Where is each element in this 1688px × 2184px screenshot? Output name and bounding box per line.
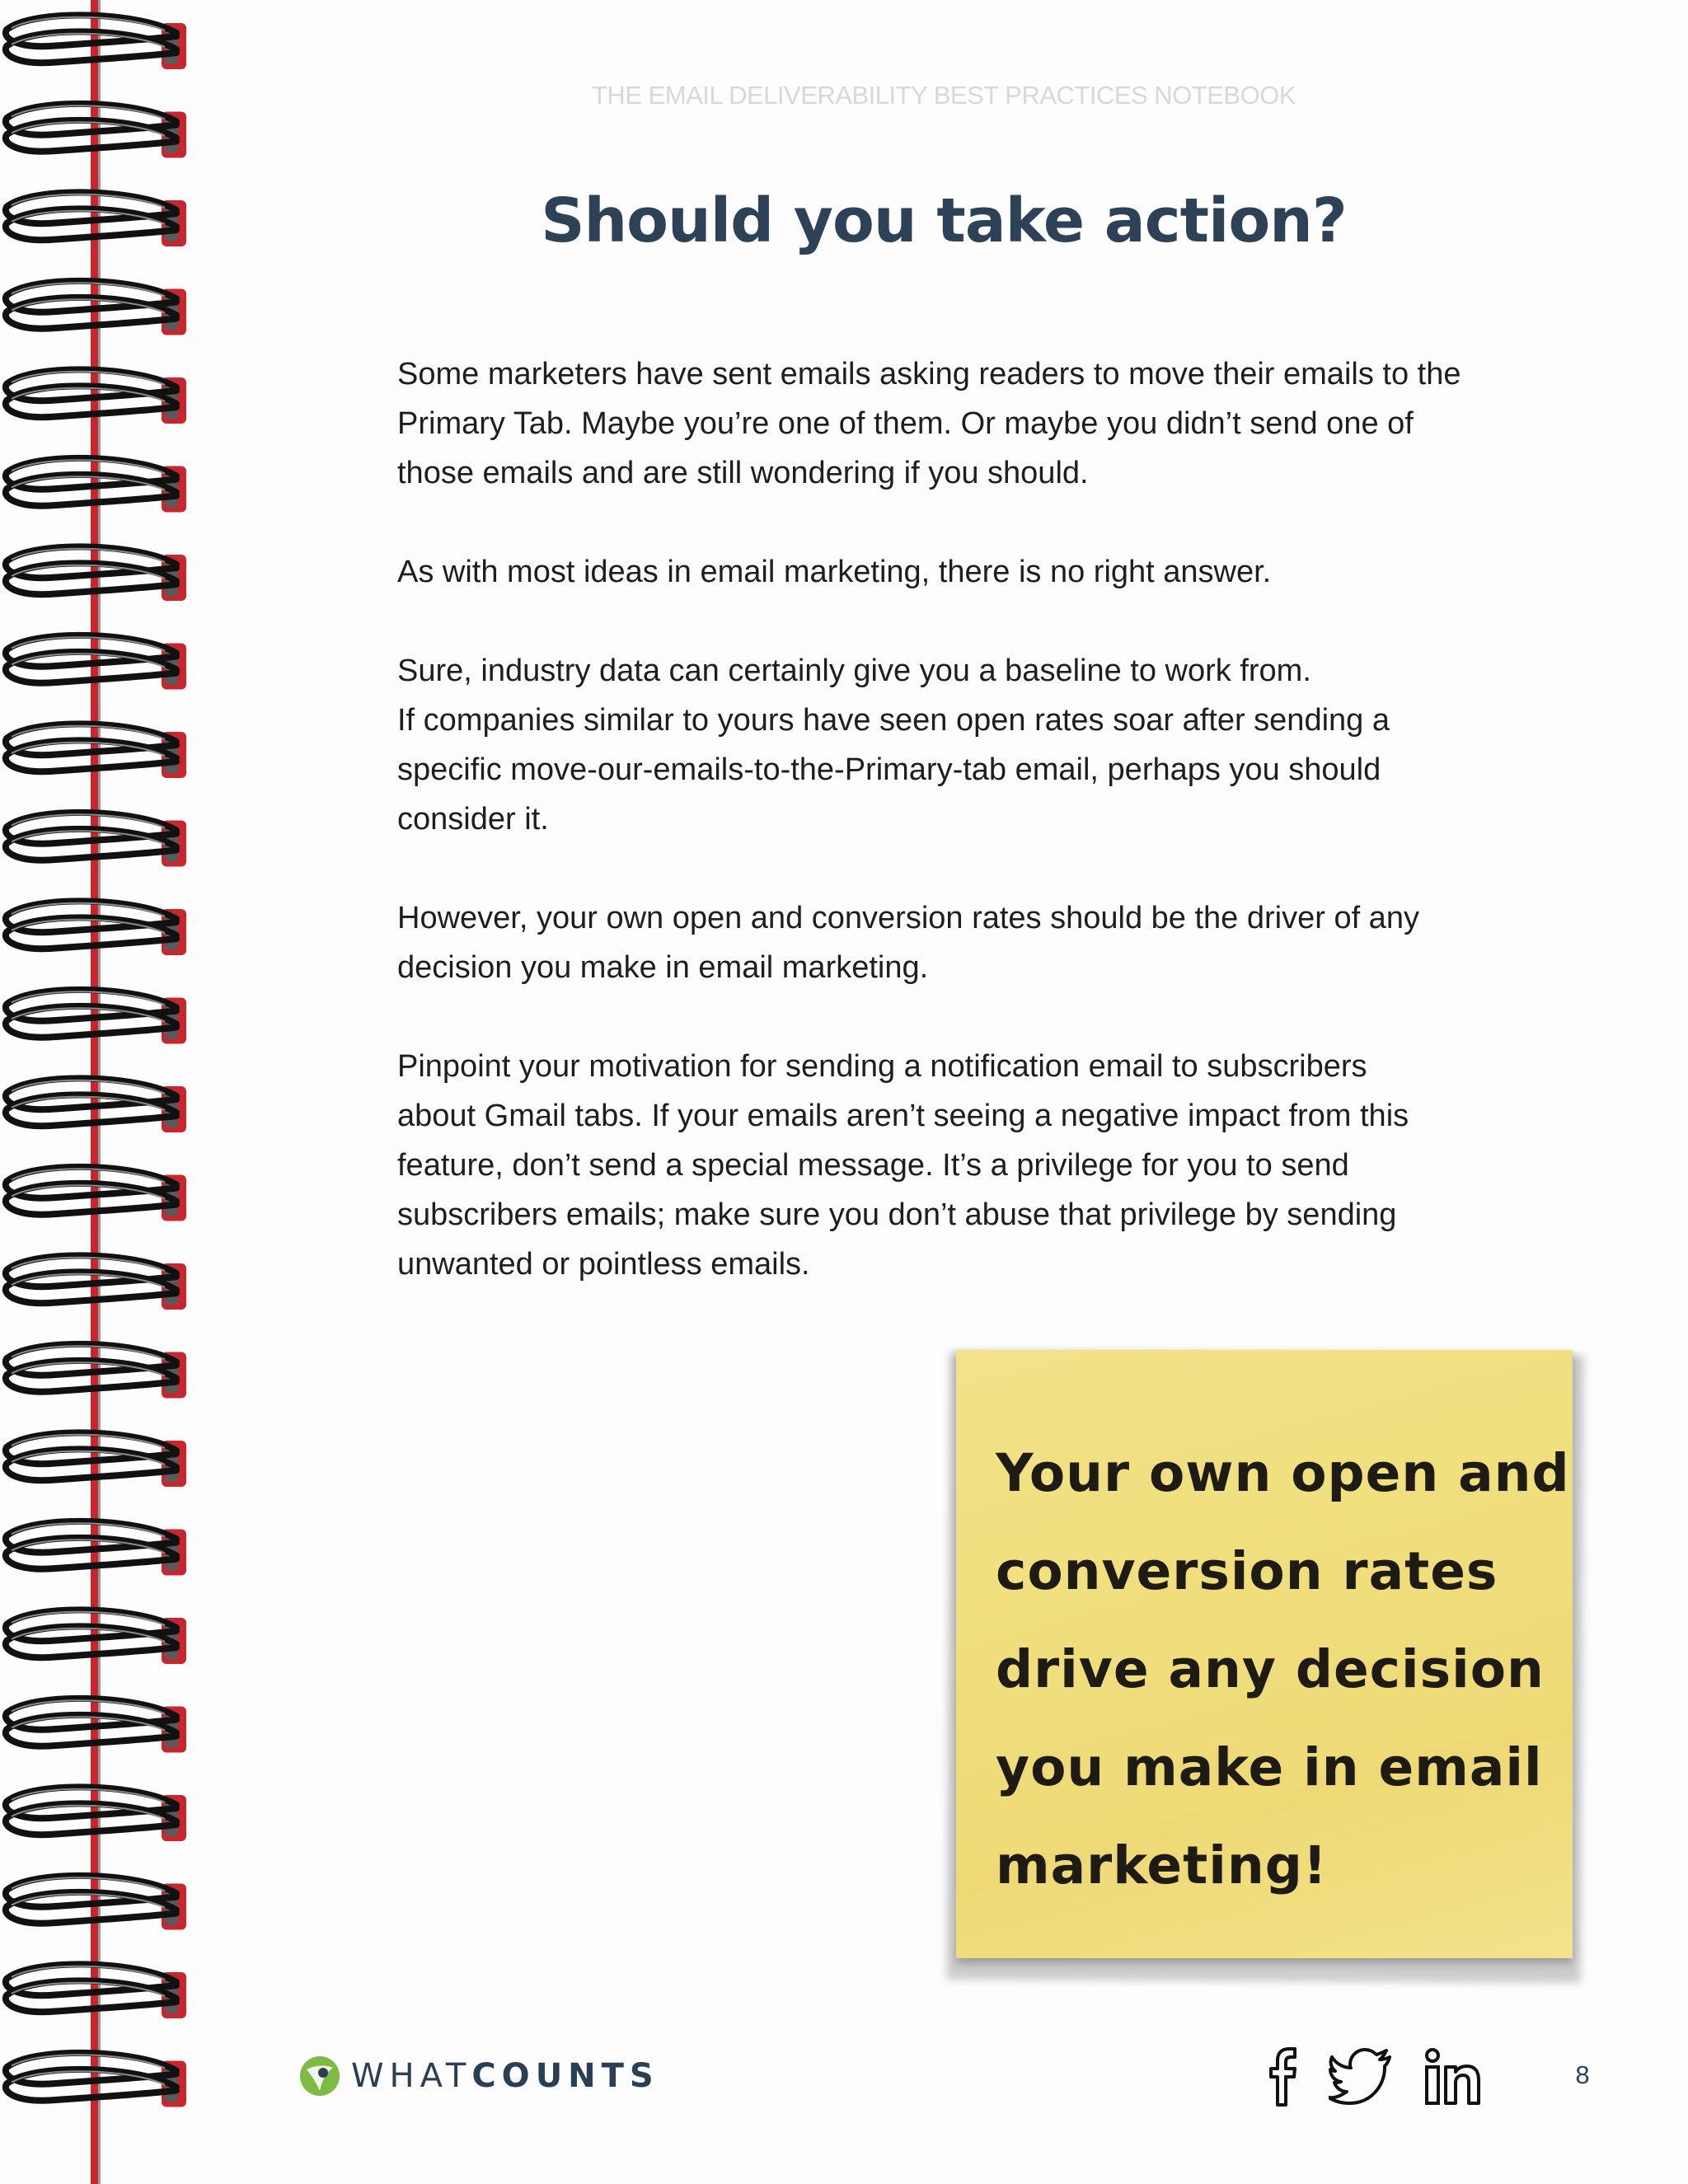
text-line: unwanted or pointless emails. (397, 1247, 810, 1282)
page-number: 8 (1575, 2060, 1590, 2089)
facebook-icon[interactable] (1261, 2044, 1304, 2110)
paragraph (397, 646, 1535, 844)
sticky-note (956, 1350, 1573, 1958)
paragraph (397, 1042, 1535, 1289)
text-line: consider it. (397, 802, 549, 837)
text-line: those emails and are still wondering if you should. (397, 456, 1089, 490)
sticky-note-text (996, 1424, 1570, 1915)
logo-mark-icon (298, 2055, 341, 2097)
text-line: Pinpoint your motivation for sending a notification email to subscribers (397, 1049, 1367, 1084)
text-line: about Gmail tabs. If your emails aren’t seeing a negative impact from this (397, 1099, 1409, 1133)
sticky-line: marketing! (996, 1835, 1328, 1896)
running-header: THE EMAIL DELIVERABILITY BEST PRACTICES NOTEBOOK (592, 81, 1296, 110)
text-line: However, your own open and conversion rates should be the driver of any (397, 901, 1419, 935)
twitter-icon[interactable] (1329, 2044, 1395, 2110)
text-line: subscribers emails; make sure you don’t abuse that privilege by sending (397, 1197, 1397, 1232)
paragraph (397, 547, 1535, 597)
sticky-line: drive any decision (996, 1639, 1545, 1699)
text-line: As with most ideas in email marketing, there is no right answer. (397, 555, 1272, 589)
text-line: Primary Tab. Maybe you’re one of them. Or maybe you didn’t send one of (397, 406, 1414, 441)
page-title: Should you take action? (541, 185, 1347, 256)
text-line: decision you make in email marketing. (397, 950, 929, 985)
text-line: If companies similar to yours have seen open rates soar after sending a (397, 703, 1390, 738)
logo-wordmark (351, 2057, 659, 2095)
text-line: Sure, industry data can certainly give you a baseline to work from. (397, 654, 1311, 688)
text-line: Some marketers have sent emails asking readers to move their emails to the (397, 357, 1461, 391)
sticky-line: Your own open and (996, 1443, 1570, 1503)
paragraph (397, 349, 1535, 498)
sticky-line: conversion rates (996, 1541, 1498, 1601)
sticky-line: you make in email (996, 1737, 1543, 1797)
logo-text-bold: COUNTS (471, 2057, 659, 2095)
spiral-binding (0, 0, 198, 2184)
paragraph (397, 893, 1535, 992)
linkedin-icon[interactable] (1423, 2044, 1482, 2110)
text-line: feature, don’t send a special message. It’s a privilege for you to send (397, 1148, 1349, 1183)
body-text (397, 349, 1535, 1338)
text-line: specific move-our-emails-to-the-Primary-tab email, perhaps you should (397, 752, 1381, 787)
whatcounts-logo[interactable] (298, 2052, 659, 2100)
logo-text-light: WHAT (351, 2057, 472, 2095)
